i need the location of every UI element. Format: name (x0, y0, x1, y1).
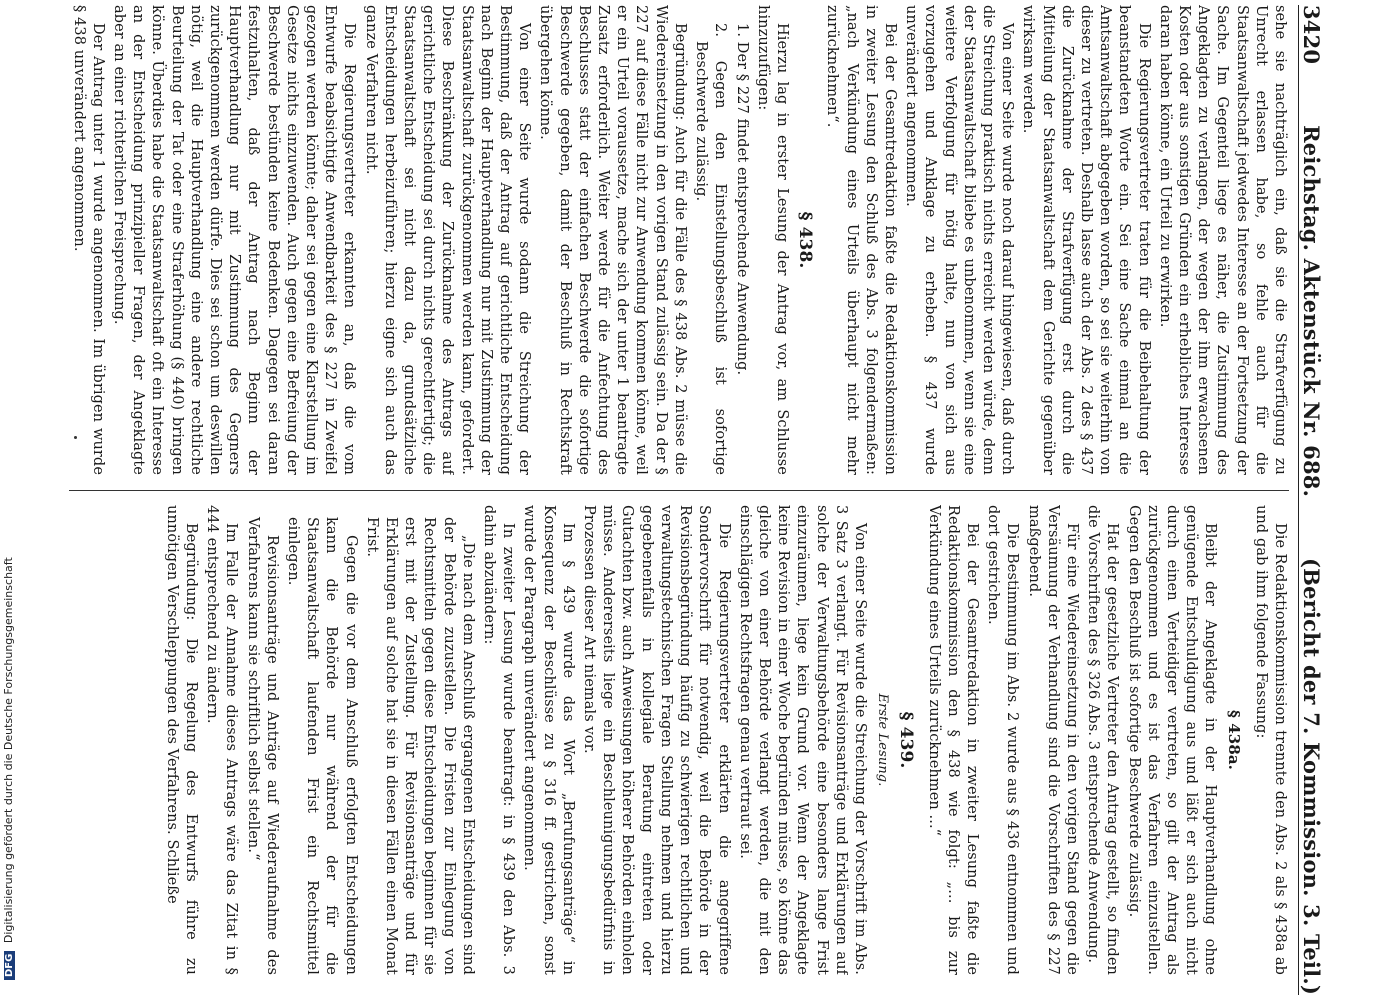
section-heading: § 438a. (1224, 709, 1243, 771)
paragraph: Die Bestimmung im Abs. 2 wurde aus § 436 entnommen und dort gestrichen. (985, 505, 1021, 975)
digitization-credit (2, 0, 15, 980)
paragraph: Hierzu lag in erster Lesung der Antrag vor, am Schlusse hinzuzufügen: (754, 5, 790, 475)
section-subheading: Erste Lesung. (875, 693, 891, 787)
dfg-logo: DFG (4, 951, 15, 980)
document-page (33, 5, 1333, 995)
paragraph: Begründung: Auch für die Fälle des § 438 Abs. 2 müsse die Wiedereinsetzung in den vorigen Stand zulässig sein. Da der § 227 auf diese Fälle nicht zur Anwendung kommen könne, weil er ein Urteil voraussetze, mache sich der unter 1 beantragte Zusatz erforderlich. Weiter werde für die Anfechtung des Beschlusses statt der einfachen Beschwerde die sofortige Beschwerde gegeben, damit der Beschluß in Rechtskraft übergehen könne. (537, 5, 688, 475)
header-subtitle: (Bericht der 7. Kommission. 3. Teil.) (1299, 558, 1324, 995)
running-head (1298, 5, 1333, 995)
paragraph: Von einer Seite wurde noch darauf hingewiesen, daß durch die Streichung praktisch nichts erreicht werden würde, denn der Staatsanwaltschaft bliebe es unbenommen, wenn sie eine weitere Verfolgung für nötig halte, nun von sich aus vorzugehen und Anklage zu erheben. § 437 wurde unverändert angenommen. (903, 5, 1016, 475)
paragraph: Bleibt der Angeklagte in der Hauptverhandlung ohne genügende Entschuldigung aus und läßt er sich auch nicht durch einen Verteidiger vertreten, so gilt der Antrag als zurückgenommen und es ist das Verfahren einzustellen. Gegen den Beschluß ist sofortige Beschwerde zulässig. (1125, 505, 1219, 975)
list-item: 1. Der § 227 findet entsprechende Anwendung. (733, 23, 750, 376)
section-heading: § 439. (896, 711, 917, 769)
quoted-paragraph: Gegen die vor dem Anschluß erfolgten Entscheidungen kann die Behörde nur während der für die Staatsanwaltschaft laufenden Frist ein Rechtsmittel einlegen. (285, 517, 359, 975)
list-item: 2. Gegen den Einstellungsbeschluß ist sofortige Beschwerde zulässig. (693, 23, 729, 475)
paragraph: Die Regierungsvertreter erklärten die angegriffene Sondervorschrift für notwendig, weil die Behörde in der Revisionsbegründung häufig zu schwierigen rechtlichen und verwaltungstechnischen Fragen Stellung nehmen und hierzu gegebenenfalls in kollegiale Beratung eintreten oder Gutachten bzw. auch Anweisungen höherer Behörden einholen müsse. Andererseits liege ein Beschleunigungsbedürfnis in Prozessen dieser Art niemals vor. (581, 505, 732, 975)
paragraph: Bei der Gesamtredaktion in zweiter Lesung faßte die Redaktionskommission den § 438 wie folgt: „... bis zur Verkündung eines Urteils zurücknehmen ...“ (925, 505, 980, 975)
page-number: 3420 (1299, 5, 1324, 65)
quoted-paragraph: „Die nach dem Anschluß ergangenen Entscheidungen sind der Behörde zuzustellen. Die Fristen zur Einlegung von Rechtsmitteln gegen diese Entscheidungen beginnen für sie erst mit der Zustellung. Für Revisionsanträge und für Erklärungen auf solche hat sie in diesen Fällen einen Monat Frist. (363, 517, 476, 975)
right-column (59, 505, 1289, 975)
paragraph: Im § 439 wurde das Wort „Berufungsanträge“ in Konsequenz der Beschlüsse zu § 316 ff. gestrichen, sonst wurde der Paragraph unverändert angenommen. (521, 505, 576, 975)
header-title: Reichstag. Aktenstück Nr. 688. (1299, 125, 1324, 498)
paragraph: Die Regierungsvertreter traten für die Beibehaltung der beanstandeten Worte ein. Sei eine Sache einmal an die Amtsanwaltschaft abgegeben worden, so sei sie weiterhin von dieser zu vertreten. Deshalb lasse auch der Abs. 2 des § 437 die Zurücknahme der Strafverfügung erst durch die Mitteilung der Staatsanwaltschaft dem Gerichte gegenüber wirksam werden. (1020, 5, 1152, 475)
paragraph: Begründung: Die Regelung des Entwurfs führe zu unnötigen Verschleppungen des Verfahrens. Schließe (163, 505, 200, 975)
paragraph: sehe sie nachträglich ein, daß sie die Strafverfügung zu Unrecht erlassen habe, so fehle auch für die Staatsanwaltschaft jedwedes Interesse an der Fortsetzung der Sache. Im Gegenteil liege es näher, die Zustimmung des Angeklagten zu verlangen, der wegen der ihm erwachsenen Kosten oder aus sonstigen Gründen ein erhebliches Interesse daran haben könne, ein Urteil zu erwirken. (1156, 5, 1288, 475)
paragraph: Der Antrag unter 1 wurde angenommen. Im übrigen wurde § 438 unverändert angenommen. (70, 5, 106, 475)
paragraph: Von einer Seite wurde die Streichung der Vorschrift im Abs. 3 Satz 3 verlangt. Für Revisionsanträge und Erklärungen auf solche der Verwaltungsbehörde eine besonders lange Frist einzuräumen, liege kein Grund vor. Wenn der Angeklagte keine Revision in einer Woche begründen müsse, so könne das gleiche von einer Behörde verlangt werden, die mit den einschlägigen Rechtsfragen genau vertraut sei. (736, 505, 868, 975)
paragraph: Im Falle der Annahme dieses Antrags wäre das Zitat in § 444 entsprechend zu ändern. (204, 505, 240, 975)
column-divider (69, 490, 1289, 491)
credit-text: Digitalisierung gefördert durch die Deutsche Forschungsgemeinschaft (2, 557, 15, 944)
paragraph: Die Regierungsvertreter erkannten an, daß die vom Entwurfe beabsichtigte Anwendbarkeit des § 227 in Zweifel gezogen werden könnte; daher sei gegen eine Klarstellung im Gesetze nichts einzuwenden. Auch gegen eine Befreiung der Beschwerde bestünden keine Bedenken. Dagegen sei daran festzuhalten, daß der Antrag nach Beginn der Hauptverhandlung nur mit Zustimmung des Gegners zurückgenommen werden dürfe. Dies sei schon um deswillen nötig, weil die Hauptverhandlung eine andere rechtliche Beurteilung der Tat oder eine Straferhöhung (§ 440) bringen könne. Überdies habe die Staatsanwaltschaft oft ein Interesse an der Entscheidung prinzipieller Fragen, der Angeklagte aber an einer richterlichen Freisprechung. (111, 5, 358, 475)
speck (74, 436, 77, 439)
paragraph: Für eine Wiedereinsetzung in den vorigen Stand gegen die Versäumung der Verhandlung sind die Vorschriften des § 227 maßgebend. (1025, 505, 1080, 975)
paragraph: Von einer Seite wurde sodann die Streichung der Bestimmung, daß der Antrag auf gerichtliche Entscheidung nach Beginn der Hauptverhandlung nur mit Zustimmung der Staatsanwaltschaft zurückgenommen werden kann, gefordert. Diese Beschränkung der Zurücknahme des Antrags auf gerichtliche Entscheidung sei durch nichts gerechtfertigt; die Staatsanwaltschaft sei nicht dazu da, grundsätzliche Entscheidungen herbeizuführen; hierzu eigne sich auch das ganze Verfahren nicht. (362, 5, 533, 475)
paragraph: In zweiter Lesung wurde beantragt: in § 439 den Abs. 3 dahin abzuändern: (481, 505, 517, 975)
section-heading: § 438. (795, 211, 816, 269)
left-column (59, 5, 1289, 475)
quoted-paragraph: Revisionsanträge und Anträge auf Wiederaufnahme des Verfahrens kann sie schriftlich selbst stellen.“ (244, 517, 280, 975)
paragraph: Die Redaktionskommission trennte den Abs. 2 als § 438a ab und gab ihm folgende Fassung: (1252, 505, 1288, 975)
paragraph: Hat der gesetzliche Vertreter den Antrag gestellt, so finden die Vorschriften des § 326 Abs. 3 entsprechende Anwendung. (1085, 505, 1121, 975)
paragraph: Bei der Gesamtredaktion faßte die Redaktionskommission in zweiter Lesung den Schluß des Abs. 3 folgendermaßen: „nach Verkündung eines Urteils überhaupt nicht mehr zurücknehmen“. (824, 5, 898, 475)
